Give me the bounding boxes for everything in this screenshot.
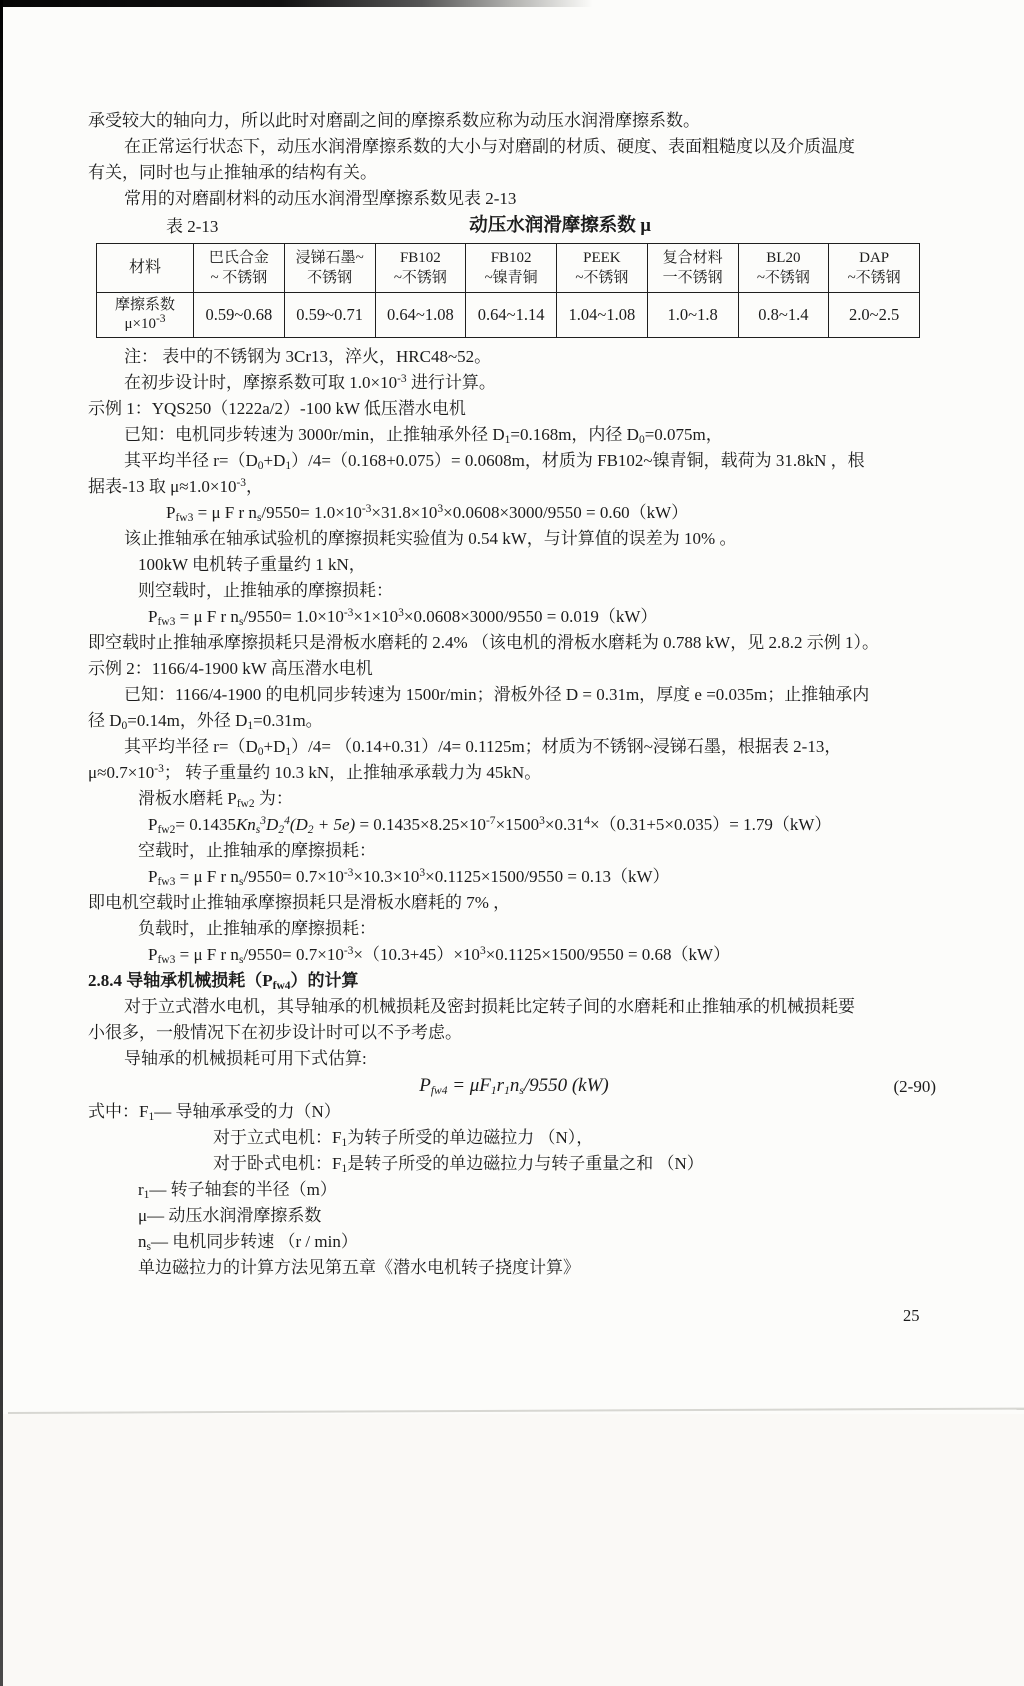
text-run: 径 D <box>88 711 122 730</box>
math-run: ）的计算 <box>290 971 359 990</box>
header-line: ~ 不锈钢 <box>210 270 268 286</box>
text-run: ）/4=（0.168+0.075）= 0.0608m，材质为 FB102~镍青铜，载荷为 31.8kN ，根 <box>291 451 865 470</box>
text-run: 单边磁拉力的计算方法见第五章《潜水电机转子挠度计算》 <box>138 1258 580 1277</box>
paragraph-line <box>88 526 940 552</box>
table-header-cell <box>738 244 829 293</box>
math-run: = μF <box>447 1075 491 1096</box>
math-run: 3 <box>419 867 426 879</box>
math-run: s <box>146 1241 151 1253</box>
math-run: s <box>238 876 244 888</box>
text-run: =0.31m。 <box>253 711 323 730</box>
math-run: -3 <box>154 763 164 775</box>
math-run: 3 <box>479 945 486 957</box>
text-run: ×（0.31+5×0.035）= 1.79（kW） <box>590 815 832 834</box>
equation-number: (2-90) <box>893 1077 936 1096</box>
row-label-line <box>97 315 193 334</box>
paragraph-line <box>88 838 940 864</box>
math-run: s <box>238 616 244 628</box>
formula-line <box>88 500 940 526</box>
symbol-definition-line <box>88 1125 940 1151</box>
paragraph-line <box>88 630 940 656</box>
math-run: -3 <box>397 373 407 385</box>
paragraph-line <box>88 160 940 186</box>
text-run: = μ F r n <box>175 867 239 886</box>
example-2-heading <box>88 656 940 682</box>
math-run: 1 <box>285 746 292 758</box>
header-line: 浸锑石墨~ <box>295 250 364 266</box>
table-value-cell: 0.59~0.68 <box>194 293 285 338</box>
paragraph-line <box>88 786 940 812</box>
math-run: 3 <box>260 815 267 827</box>
formula-line <box>88 942 940 968</box>
math-run: -7 <box>485 815 496 827</box>
equation-formula <box>419 1075 609 1096</box>
text-run: ×1×10 <box>353 607 399 626</box>
math-run: 1 <box>285 460 292 472</box>
text-run: ×31.8×10 <box>371 503 438 522</box>
math-run: -3 <box>361 503 372 515</box>
math-run: 3 <box>437 503 444 515</box>
math-run: 1 <box>504 434 511 446</box>
text-run: 该止推轴承在轴承试验机的摩擦损耗实验值为 0.54 kW，与计算值的误差为 10% 。 <box>124 529 737 548</box>
text-run: 注： 表中的不锈钢为 3Cr13，淬火，HRC48~52。 <box>124 347 492 366</box>
table-header-material: 材料 <box>97 244 194 293</box>
text-run: ×10.3×10 <box>353 867 420 886</box>
text-run: P <box>148 945 158 964</box>
text-run: 对于立式潜水电机，其导轴承的机械损耗及密封损耗比定转子间的水磨耗和止推轴承的机械损耗要 <box>124 997 855 1016</box>
math-run: fw2 <box>236 798 255 810</box>
paragraph-line <box>88 134 940 160</box>
text-run: 在初步设计时，摩擦系数可取 1.0×10 <box>124 373 398 392</box>
text-run: ×0.0608×3000/9550 = 0.60（kW） <box>443 503 689 522</box>
math-run: s <box>255 824 261 836</box>
text-run: 对于立式电机：F <box>213 1128 342 1147</box>
math-run: 3 <box>539 815 545 827</box>
text-run: /9550= 1.0×10 <box>243 607 344 626</box>
math-run: -3 <box>236 477 247 489</box>
text-run: P <box>148 867 158 886</box>
math-run: 0 <box>638 434 645 446</box>
paragraph-line <box>88 1255 940 1281</box>
paragraph-line <box>88 448 940 474</box>
math-run: fw3 <box>157 876 176 888</box>
symbol-definition-line <box>88 1151 940 1177</box>
text-run: 其平均半径 r=（D <box>124 737 258 756</box>
text-run: ×1500 <box>495 815 540 834</box>
symbol-definition-line <box>88 1099 940 1125</box>
text-run: =0.075m， <box>644 425 723 444</box>
math-run: s <box>519 1085 524 1097</box>
math-run: s <box>238 954 244 966</box>
text-run: — 转子轴套的半径（m） <box>149 1180 337 1199</box>
text-run: = μ F r n <box>175 607 239 626</box>
formula-line <box>88 812 940 838</box>
header-line: ~不锈钢 <box>847 270 901 286</box>
paragraph-line <box>88 760 940 786</box>
equation-2-90 <box>88 1072 940 1099</box>
paragraph-line <box>88 108 940 134</box>
math-run: 1 <box>247 720 254 732</box>
document-content <box>88 108 940 1281</box>
text-run: ）/4= （0.14+0.31）/4= 0.1125m；材质为不锈钢~浸锑石墨，根据表 2-13， <box>291 737 842 756</box>
text-run: 为转子所受的单边磁拉力 （N）， <box>347 1128 594 1147</box>
math-run: 2.8.4 导轴承机械损耗（P <box>88 971 273 990</box>
math-run: 0 <box>121 720 128 732</box>
text-run: r <box>138 1180 144 1199</box>
text-run: 有关，同时也与止推轴承的结构有关。 <box>88 163 377 182</box>
table-value-cell: 0.8~1.4 <box>738 293 829 338</box>
text-run: = μ F r n <box>193 503 257 522</box>
math-run: fw3 <box>157 616 176 628</box>
page-number: 25 <box>903 1306 920 1325</box>
text-run: ×0.1125×1500/9550 = 0.13（kW） <box>425 867 670 886</box>
symbol-definition-line <box>88 1203 940 1229</box>
text-run: +D <box>263 737 286 756</box>
table-value-cell: 1.0~1.8 <box>647 293 738 338</box>
math-run: 1 <box>341 1163 348 1175</box>
scan-edge-left <box>0 0 3 1686</box>
text-run: =0.168m，内径 D <box>510 425 639 444</box>
header-line: BL20 <box>766 250 801 266</box>
paragraph-line <box>88 422 940 448</box>
math-run: n <box>509 1075 520 1096</box>
text-run: 其平均半径 r=（D <box>124 451 258 470</box>
table-note-line <box>88 344 940 370</box>
paragraph-line <box>88 734 940 760</box>
text-run: ×（10.3+45）×10 <box>353 945 480 964</box>
header-line: ~不锈钢 <box>393 270 447 286</box>
table-row-label <box>97 293 194 338</box>
paragraph-line <box>88 474 940 500</box>
text-run: /9550= 0.7×10 <box>243 867 344 886</box>
math-run: 1 <box>148 1111 155 1123</box>
text-run: +D <box>263 451 286 470</box>
math-run: Kn <box>235 815 256 834</box>
table-value-cell: 1.04~1.08 <box>557 293 648 338</box>
text-run: 已知：1166/4-1900 的电机同步转速为 1500r/min；滑板外径 D = 0.31m，厚度 e =0.035m；止推轴承内 <box>124 685 870 704</box>
header-line: ~不锈钢 <box>756 270 810 286</box>
math-run: 4 <box>584 815 590 827</box>
text-run: ×0.31 <box>544 815 585 834</box>
table-header-cell <box>194 244 285 293</box>
text-run: 即空载时止推轴承摩擦损耗只是滑板水磨耗的 2.4% （该电机的滑板水磨耗为 0.788 kW，见 2.8.2 示例 1）。 <box>88 633 879 652</box>
paragraph-line <box>88 682 940 708</box>
text-run: 进行计算。 <box>406 373 496 392</box>
math-run: s <box>256 512 262 524</box>
math-run: -3 <box>343 867 354 879</box>
header-line: 复合材料 <box>662 250 723 266</box>
text-run: 常用的对磨副材料的动压水润滑型摩擦系数见表 2-13 <box>124 189 517 208</box>
paragraph-line <box>88 1046 940 1072</box>
text-run: 空载时，止推轴承的摩擦损耗： <box>138 841 376 860</box>
text-run: 即电机空载时止推轴承摩擦损耗只是滑板水磨耗的 7% ， <box>88 893 511 912</box>
table-header-cell <box>647 244 738 293</box>
header-line: 一不锈钢 <box>662 270 723 286</box>
text-run: 示例 2：1166/4-1900 kW 高压潜水电机 <box>88 659 373 678</box>
math-run: 3 <box>398 607 404 619</box>
math-run: fw4 <box>272 980 291 992</box>
table-caption-title: 动压水润滑摩擦系数 μ <box>469 216 651 236</box>
text-run: ×0.0608×3000/9550 = 0.019（kW） <box>403 607 658 626</box>
text-run: μ— 动压水润滑摩擦系数 <box>138 1206 322 1225</box>
header-line: FB102 <box>399 250 441 266</box>
text-run: n <box>138 1232 147 1251</box>
math-run: 0 <box>257 746 264 758</box>
table-caption-label: 表 2-13 <box>166 217 219 236</box>
table-header-cell <box>284 244 375 293</box>
table-caption <box>88 212 940 241</box>
math-run: 4 <box>284 815 290 827</box>
header-line: 不锈钢 <box>307 270 353 286</box>
paragraph-line <box>88 186 940 212</box>
math-run: 1 <box>341 1137 348 1149</box>
text-run: P <box>148 607 158 626</box>
math-run: r <box>496 1075 505 1096</box>
paragraph-line <box>88 370 940 396</box>
text-run: μ≈0.7×10 <box>88 763 155 782</box>
text-run: P <box>148 815 158 834</box>
math-run: fw2 <box>157 824 176 836</box>
paragraph-line <box>88 708 940 734</box>
math-run: fw4 <box>430 1085 448 1097</box>
paragraph-line <box>88 578 940 604</box>
text-run: = μ F r n <box>175 945 239 964</box>
example-1-heading <box>88 396 940 422</box>
text-run: — 电机同步转速 （r / min） <box>150 1232 358 1251</box>
math-run: 1 <box>490 1085 497 1097</box>
text-run: 滑板水磨耗 P <box>138 789 237 808</box>
text-run: 已知：电机同步转速为 3000r/min，止推轴承外径 D <box>124 425 505 444</box>
header-line: DAP <box>859 250 890 266</box>
header-line: PEEK <box>583 250 621 266</box>
paragraph-line <box>88 552 940 578</box>
text-run: — 导轴承承受的力（N） <box>154 1102 341 1121</box>
friction-coefficient-table <box>96 243 920 338</box>
table-header-cell <box>375 244 466 293</box>
math-run: 2 <box>278 824 285 836</box>
math-run: fw3 <box>157 954 176 966</box>
text-run: /9550= 1.0×10 <box>261 503 362 522</box>
header-line: ~不锈钢 <box>575 270 629 286</box>
math-run: 2 <box>307 824 314 836</box>
table-header-cell <box>829 244 920 293</box>
text-run: 负载时，止推轴承的摩擦损耗： <box>138 919 376 938</box>
text-run: 示例 1：YQS250（1222a/2）-100 kW 低压潜水电机 <box>88 399 466 418</box>
header-line: 巴氏合金 <box>208 250 269 266</box>
scan-lower-blank-area <box>0 1414 1024 1686</box>
math-run: /9550 (kW) <box>523 1075 609 1096</box>
section-heading-2-8-4 <box>88 968 940 994</box>
math-run: fw3 <box>175 512 194 524</box>
text-run: 导轴承的机械损耗可用下式估算: <box>124 1049 367 1068</box>
paragraph-line <box>88 890 940 916</box>
math-run: -3 <box>155 313 166 325</box>
text-run: ， <box>246 477 264 496</box>
text-run: 据表-13 取 μ≈1.0×10 <box>88 477 237 496</box>
text-run: 在正常运行状态下，动压水润滑摩擦系数的大小与对磨副的材质、硬度、表面粗糙度以及介质温度 <box>124 137 855 156</box>
paragraph-line <box>88 916 940 942</box>
math-run: (D <box>289 815 308 834</box>
table-value-cell: 0.64~1.08 <box>375 293 466 338</box>
formula-line <box>88 864 940 890</box>
math-run: 1 <box>504 1085 510 1097</box>
table-value-cell: 0.59~0.71 <box>284 293 375 338</box>
math-run: P <box>419 1075 431 1096</box>
header-line: FB102 <box>490 250 532 266</box>
text-run: μ×10 <box>124 316 156 332</box>
table-header-cell <box>557 244 648 293</box>
text-run: 是转子所受的单边磁拉力与转子重量之和 （N） <box>347 1154 704 1173</box>
math-run: 0 <box>257 460 264 472</box>
math-run: + 5e) <box>313 815 356 834</box>
text-run: 式中：F <box>88 1102 149 1121</box>
symbol-definition-line <box>88 1229 940 1255</box>
paragraph-line <box>88 1020 940 1046</box>
symbol-definition-line <box>88 1177 940 1203</box>
table-value-cell: 0.64~1.14 <box>466 293 557 338</box>
formula-line <box>88 604 940 630</box>
table-header-cell <box>466 244 557 293</box>
math-run: D <box>266 815 279 834</box>
text-run: ； 转子重量约 10.3 kN，止推轴承承载力为 45kN。 <box>163 763 542 782</box>
text-run: = 0.1435 <box>175 815 236 834</box>
scan-edge-top <box>0 0 780 7</box>
text-run: 小很多，一般情况下在初步设计时可以不予考虑。 <box>88 1023 462 1042</box>
text-run: = 0.1435×8.25×10 <box>355 815 486 834</box>
text-run: ×0.1125×1500/9550 = 0.68（kW） <box>485 945 731 964</box>
header-line: ~镍青铜 <box>484 270 538 286</box>
text-run: 100kW 电机转子重量约 1 kN， <box>138 555 366 574</box>
text-run: 对于卧式电机：F <box>213 1154 342 1173</box>
text-run: 为： <box>254 789 293 808</box>
text-run: /9550= 0.7×10 <box>243 945 344 964</box>
text-run: P <box>166 503 176 522</box>
table-value-cell: 2.0~2.5 <box>829 293 920 338</box>
math-run: -3 <box>343 607 354 619</box>
text-run: 则空载时，止推轴承的摩擦损耗： <box>138 581 393 600</box>
math-run: -3 <box>343 945 354 957</box>
row-label-line: 摩擦系数 <box>114 297 175 313</box>
math-run: 1 <box>143 1189 150 1201</box>
text-run: 承受较大的轴向力，所以此时对磨副之间的摩擦系数应称为动压水润滑摩擦系数。 <box>88 111 700 130</box>
text-run: =0.14m，外径 D <box>127 711 248 730</box>
paragraph-line <box>88 994 940 1020</box>
